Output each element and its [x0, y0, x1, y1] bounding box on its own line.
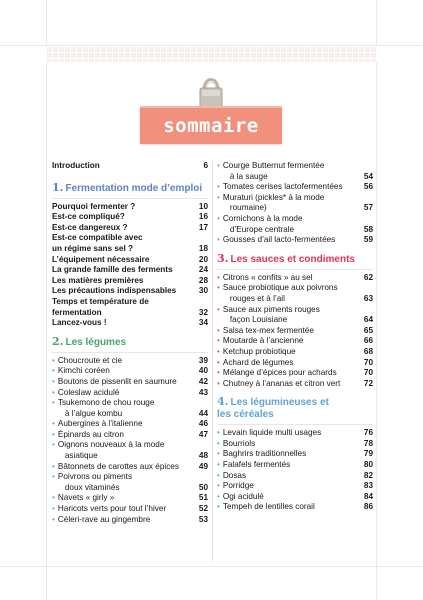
- toc-entry[interactable]: [52, 515, 208, 526]
- toc-entry-page: 56: [363, 182, 373, 192]
- toc-entry-title: • Aubergines à l’italienne: [52, 419, 198, 430]
- toc-entry-title: • Levain liquide multi usages: [217, 428, 363, 439]
- toc-entry-page: 40: [198, 366, 208, 376]
- toc-entry-page: 28: [198, 275, 208, 285]
- toc-entry-title: • Choucroute et cie: [52, 356, 198, 367]
- toc-entry[interactable]: [217, 481, 373, 492]
- toc-entry-title: • Salsa tex-mex fermentée: [217, 326, 363, 337]
- toc-entry-page: 54: [363, 171, 373, 181]
- toc-entry[interactable]: [52, 462, 208, 473]
- toc-entry-page: 65: [363, 325, 373, 335]
- toc-entry[interactable]: [52, 286, 208, 297]
- toc-entry-page: 78: [363, 438, 373, 448]
- section-title: Les légumineuses et: [230, 397, 329, 409]
- toc-entry[interactable]: [52, 451, 208, 462]
- toc-entry-title: • Moutarde à l’ancienne: [217, 336, 363, 347]
- toc-entry[interactable]: [217, 368, 373, 379]
- toc-entry[interactable]: [52, 202, 208, 213]
- toc-entry[interactable]: [217, 379, 373, 390]
- toc-entry-page: 86: [363, 502, 373, 512]
- toc-entry-page: 47: [198, 429, 208, 439]
- toc-entry[interactable]: [217, 336, 373, 347]
- toc-entry-title: roumaine): [229, 203, 267, 213]
- toc-entry-page: 52: [198, 504, 208, 514]
- section-title: Les sauces et condiments: [230, 253, 355, 265]
- section-number: 1.: [52, 180, 64, 194]
- toc-entry-page: 80: [363, 460, 373, 470]
- toc-entry[interactable]: [217, 460, 373, 471]
- toc-entry[interactable]: [52, 377, 208, 388]
- toc-entry[interactable]: [52, 233, 208, 244]
- toc-entry[interactable]: [217, 294, 373, 305]
- toc-entry-title: • Poivrons ou piments: [52, 472, 198, 483]
- toc-entry-page: 53: [198, 514, 208, 524]
- toc-entry[interactable]: [52, 409, 208, 420]
- toc-entry-title: un régime sans sel ?: [52, 243, 133, 253]
- toc-entry[interactable]: [52, 356, 208, 367]
- toc-entry-title: • Sauce probiotique aux poivrons: [217, 283, 363, 294]
- toc-entry-title: • Tomates cerises lactofermentées: [217, 182, 363, 193]
- toc-entry[interactable]: [52, 493, 208, 504]
- toc-entry-page: 6: [203, 161, 208, 170]
- toc-entry[interactable]: [217, 358, 373, 369]
- toc-entry-title: • Citrons « confits » au sel: [217, 273, 363, 284]
- toc-entry-title: Est-ce compliqué?: [52, 212, 125, 222]
- toc-entry-page: 48: [198, 451, 208, 461]
- toc-entry-page: 17: [198, 222, 208, 232]
- toc-entry-title: • Gousses d’ail lacto-fermentées: [217, 235, 363, 246]
- toc-entry-title: • Oignons nouveaux à la mode: [52, 440, 198, 451]
- toc-entry-page: 79: [363, 449, 373, 459]
- toc-entry[interactable]: [217, 492, 373, 503]
- toc-entry[interactable]: [52, 398, 208, 409]
- toc-entry-title: Les matières premières: [52, 275, 144, 285]
- toc-entry-title: • Dosas: [217, 471, 363, 482]
- toc-entry-title: • Tsukemono de chou rouge: [52, 398, 198, 409]
- toc-entry[interactable]: [217, 273, 373, 284]
- toc-entry-page: 32: [198, 307, 208, 317]
- toc-entry[interactable]: [217, 161, 373, 172]
- toc-entry-page: 62: [363, 272, 373, 282]
- toc-entry-title: • Bâtonnets de carottes aux épices: [52, 462, 198, 473]
- page-guide-left: [46, 0, 47, 600]
- section-rule: [217, 269, 373, 270]
- toc-entry[interactable]: [52, 223, 208, 234]
- toc-entry[interactable]: [52, 244, 208, 255]
- section-rule: [52, 198, 208, 199]
- toc-entry-page: 68: [363, 346, 373, 356]
- toc-entry-page: 82: [363, 470, 373, 480]
- toc-entry-page: 42: [198, 376, 208, 386]
- section-rule: [217, 424, 373, 425]
- toc-entry-page: 30: [198, 286, 208, 296]
- toc-entry[interactable]: [52, 366, 208, 377]
- toc-entry[interactable]: [217, 502, 373, 513]
- toc-entry-title: • Tempeh de lentilles corail: [217, 502, 363, 513]
- toc-entry[interactable]: [52, 276, 208, 287]
- section-heading: [217, 253, 373, 266]
- toc-entry-page: 57: [363, 203, 373, 213]
- section-title: Fermentation mode d’emploi: [65, 182, 203, 194]
- toc-entry-title: à la sauge: [229, 171, 268, 181]
- toc-entry-title: • Falafels fermentés: [217, 460, 363, 471]
- toc-entry-page: 70: [363, 357, 373, 367]
- toc-entry-title: Lancez-vous !: [52, 318, 107, 328]
- toc-entry[interactable]: [52, 255, 208, 266]
- toc-entry-page: 39: [198, 355, 208, 365]
- section-heading: [52, 336, 208, 349]
- toc-entry-title: façon Louisiane: [229, 315, 288, 325]
- toc-entry[interactable]: [52, 265, 208, 276]
- toc-entry-title: • Achard de légumes: [217, 358, 363, 369]
- toc-entry-title: • Bourriols: [217, 439, 363, 450]
- toc-entry-page: 83: [363, 481, 373, 491]
- toc-entry[interactable]: [217, 283, 373, 294]
- toc-entry-title: • Épinards au citron: [52, 430, 198, 441]
- toc-entry-title: doux vitaminés: [64, 482, 120, 492]
- toc-entry-title: Est-ce dangereux ?: [52, 222, 128, 232]
- toc-entry-title: Introduction: [52, 161, 100, 170]
- column-divider: [212, 161, 213, 561]
- toc-entry[interactable]: [217, 439, 373, 450]
- toc-entry[interactable]: [52, 297, 208, 318]
- page-title: sommaire: [163, 115, 259, 137]
- toc-entry[interactable]: [217, 182, 373, 193]
- toc-entry-page: 10: [198, 201, 208, 211]
- toc-entry[interactable]: [217, 305, 373, 316]
- toc-entry-page: 84: [363, 491, 373, 501]
- toc-entry[interactable]: [52, 430, 208, 441]
- section-rule: [52, 352, 208, 353]
- toc-entry-page: 43: [198, 387, 208, 397]
- toc-left-column: [52, 161, 208, 525]
- toc-entry-page: 59: [363, 235, 373, 245]
- toc-entry[interactable]: [217, 225, 373, 236]
- page-guide-right: [376, 0, 377, 600]
- toc-entry[interactable]: [217, 214, 373, 225]
- toc-entry-title: Pourquoi fermenter ?: [52, 201, 136, 211]
- section-number: 2.: [52, 334, 64, 348]
- toc-entry[interactable]: [217, 235, 373, 246]
- toc-entry-page: 76: [363, 428, 373, 438]
- toc-entry-title: • Céleri-rave au gingembre: [52, 515, 198, 526]
- toc-entry-title: d’Europe centrale: [229, 224, 295, 234]
- sommaire-banner: [140, 106, 282, 144]
- toc-entry[interactable]: [52, 419, 208, 430]
- toc-entry[interactable]: [52, 440, 208, 451]
- toc-entry[interactable]: [52, 212, 208, 223]
- toc-entry-title: • Sauce aux piments rouges: [217, 305, 363, 316]
- toc-entry[interactable]: [217, 315, 373, 326]
- toc-entry[interactable]: [217, 428, 373, 439]
- section-heading: [217, 396, 373, 421]
- toc-entry-page: 20: [198, 254, 208, 264]
- toc-entry-title: • Mélange d’épices pour achards: [217, 368, 363, 379]
- toc-entry-title: asiatique: [64, 451, 98, 461]
- toc-entry[interactable]: [217, 193, 373, 204]
- page-guide-bottom: [0, 566, 423, 567]
- section-heading: [52, 182, 208, 195]
- toc-entry-page: 16: [198, 212, 208, 222]
- toc-entry[interactable]: [217, 172, 373, 183]
- toc-entry-page: 24: [198, 265, 208, 275]
- toc-entry-page: 64: [363, 315, 373, 325]
- toc-entry-title: La grande famille des ferments: [52, 265, 173, 275]
- toc-entry-title: • Haricots verts pour tout l’hiver: [52, 504, 198, 515]
- toc-entry[interactable]: [217, 326, 373, 337]
- toc-entry-title: rouges et à l’ail: [229, 293, 285, 303]
- section-number: 3.: [217, 251, 229, 265]
- toc-entry-title: Temps et température de fermentation: [52, 296, 149, 317]
- toc-entry-title: • Ogi acidulé: [217, 492, 363, 503]
- toc-entry-page: 70: [363, 368, 373, 378]
- toc-entry-page: 44: [198, 408, 208, 418]
- toc-entry-page: 66: [363, 336, 373, 346]
- toc-entry-page: 51: [198, 493, 208, 503]
- toc-entry[interactable]: [217, 471, 373, 482]
- toc-entry-title: • Chutney à l’ananas et citron vert: [217, 379, 363, 390]
- toc-entry[interactable]: [52, 483, 208, 494]
- toc-entry-title: • Kimchi coréen: [52, 366, 198, 377]
- toc-entry-title: • Navets « girly »: [52, 493, 198, 504]
- toc-right-column: [217, 161, 373, 513]
- toc-entry-title: • Baghrirs traditionnelles: [217, 449, 363, 460]
- toc-entry-introduction[interactable]: [52, 161, 208, 172]
- section-title: Les légumes: [65, 336, 127, 348]
- toc-entry-title: • Porridge: [217, 481, 363, 492]
- toc-entry-title: L’équipement nécessaire: [52, 254, 150, 264]
- toc-entry[interactable]: [52, 318, 208, 329]
- toc-entry-title: Les précautions indispensables: [52, 286, 177, 296]
- toc-entry-page: 18: [198, 243, 208, 253]
- toc-entry[interactable]: [52, 504, 208, 515]
- toc-entry-title: • Muraturi (pickles* à la mode: [217, 193, 363, 204]
- toc-entry-title: • Courge Butternut fermentée: [217, 161, 363, 172]
- toc-entry-title: • Cornichons à la mode: [217, 214, 363, 225]
- toc-entry-page: 58: [363, 224, 373, 234]
- toc-entry-page: 49: [198, 461, 208, 471]
- section-number: 4.: [217, 395, 229, 409]
- toc-entry[interactable]: [217, 449, 373, 460]
- toc-entry-title: à l’algue kombu: [64, 408, 123, 418]
- toc-entry-title: • Coleslaw acidulé: [52, 388, 198, 399]
- toc-entry-title: • Boutons de pissenlit en saumure: [52, 377, 198, 388]
- toc-entry[interactable]: [217, 347, 373, 358]
- section-title-line2: les céréales: [217, 409, 274, 421]
- toc-entry-page: 72: [363, 378, 373, 388]
- toc-entry-page: 50: [198, 482, 208, 492]
- toc-entry[interactable]: [52, 388, 208, 399]
- toc-entry-page: 63: [363, 293, 373, 303]
- toc-entry[interactable]: [52, 472, 208, 483]
- toc-entry-title: Est-ce compatible avec: [52, 233, 143, 243]
- toc-entry-page: 46: [198, 419, 208, 429]
- grid-paper-strip: [46, 46, 377, 62]
- toc-entry-title: • Ketchup probiotique: [217, 347, 363, 358]
- toc-entry-page: 34: [198, 318, 208, 328]
- toc-entry[interactable]: [217, 203, 373, 214]
